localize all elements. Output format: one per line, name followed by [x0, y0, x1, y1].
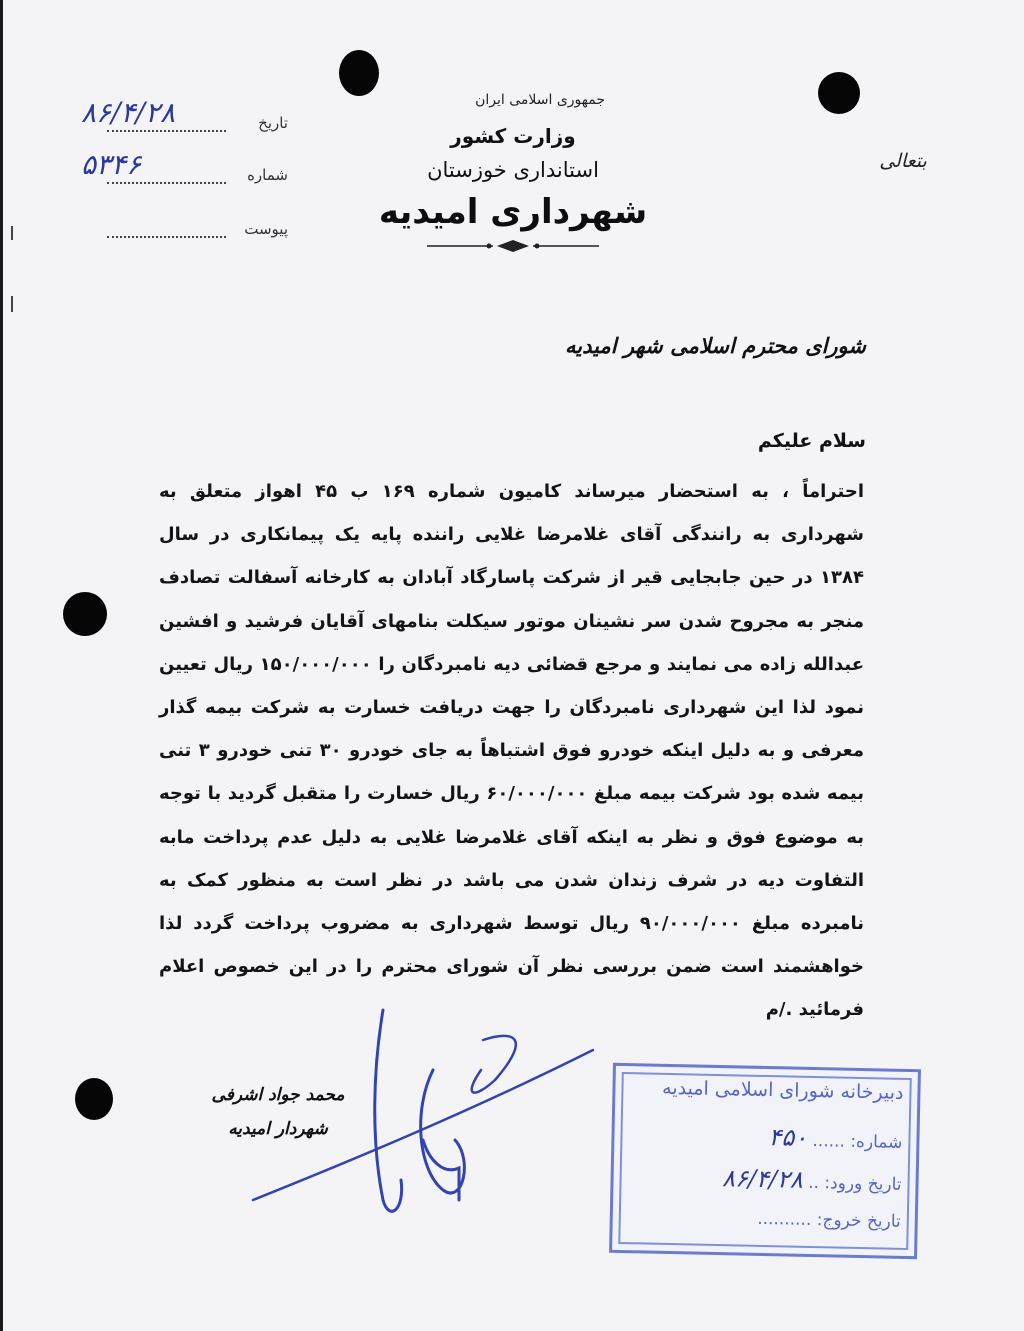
signer-name: محمد جواد اشرفی [211, 1085, 345, 1105]
stamp-number-label: شماره: [850, 1131, 903, 1153]
attachment-label: پیوست [244, 220, 288, 238]
stamp-exit-label: تاریخ خروج: [816, 1210, 901, 1232]
punch-hole-middle-left [63, 592, 107, 636]
punch-hole-bottom-left [75, 1078, 113, 1120]
stamp-exit-dots: .......... [751, 1208, 812, 1230]
number-label: شماره [247, 166, 288, 184]
punch-hole-top [339, 50, 379, 96]
date-handwritten: ۸۶/۴/۲۸ [81, 96, 176, 129]
attachment-dotted-line [107, 236, 226, 238]
greeting: سلام علیکم [757, 430, 866, 452]
addressee: شورای محترم اسلامی شهر امیدیه [565, 334, 866, 358]
stamp-title: دبیرخانه شورای اسلامی امیدیه [661, 1076, 904, 1104]
received-stamp [609, 1063, 921, 1259]
stamp-entry-label: تاریخ ورود: [824, 1173, 902, 1195]
stamp-entry-handwritten: ۸۶/۴/۲۸ [721, 1164, 804, 1194]
number-handwritten: ۵۳۴۶ [81, 148, 142, 181]
stamp-number-handwritten: ۴۵۰ [768, 1123, 808, 1152]
date-field [81, 96, 288, 138]
number-dotted-line [107, 182, 226, 184]
stamp-number-row [768, 1123, 903, 1154]
punch-hole-top-right [818, 72, 860, 114]
ornament-divider-icon [423, 238, 603, 254]
edge-mark [11, 226, 13, 240]
letterhead-municipality: شهرداری امیدیه [378, 192, 648, 232]
edge-mark [11, 296, 13, 312]
number-field [81, 148, 288, 190]
date-label: تاریخ [258, 114, 288, 132]
date-dotted-line [107, 130, 226, 132]
attachment-field [103, 220, 288, 244]
letterhead-ministry: وزارت کشور [450, 124, 576, 148]
stamp-exit-row [752, 1209, 901, 1232]
stamp-entry-row [722, 1164, 902, 1196]
stamp-entry-dots: .. [802, 1172, 820, 1194]
invocation-text: بتعالی [879, 150, 927, 172]
letter-body: احتراماً ، به استحضار میرساند کامیون شماره ۱۶۹ ب ۴۵ اهواز متعلق به شهرداری به رانندگی آقای غلامرضا غلایی راننده پایه یک پیمانکاری در سال ۱۳۸۴ در حین جابجایی قیر از شرکت پاسارگاد آبادان به کارخانه آسفالت تصادف منجر به مجروح شدن سر نشینان موتور سیکلت بنامهای آقایان فرشید و افشین عبدالله زاده می نمایند و مرجع قضائی دیه نامبردگان را ۱۵۰/۰۰۰/۰۰۰ ریال تعیین نمود لذا این شهرداری نامبردگان را جهت دریافت خسارت به شرکت بیمه گذار معرفی و به دلیل اینکه خودرو فوق اشتباهاً به جای خودرو ۳۰ تنی خودرو ۳ تنی بیمه شده بود شرکت بیمه مبلغ ۶۰/۰۰۰/۰۰۰ ریال خسارت را متقبل گردید با توجه به موضوع فوق و نظر به اینکه آقای غلامرضا غلایی به دلیل عدم پرداخت مابه التفاوت دیه در شرف زندان شدن می باشد در نظر است به منظور کمک به نامبرده مبلغ ۹۰/۰۰۰/۰۰۰ ریال توسط شهرداری به مضروب پرداخت گردد لذا خواهشمند است ضمن بررسی نظر آن شورای محترم را در این خصوص اعلام فرمائید ./م [159, 481, 864, 1021]
letterhead-republic: جمهوری اسلامی ایران [475, 92, 605, 108]
signer-block [193, 1078, 363, 1146]
stamp-number-dots: ...... [806, 1130, 846, 1152]
letterhead-governorate: استانداری خوزستان [427, 158, 599, 182]
signer-title: شهردار امیدیه [228, 1119, 328, 1139]
